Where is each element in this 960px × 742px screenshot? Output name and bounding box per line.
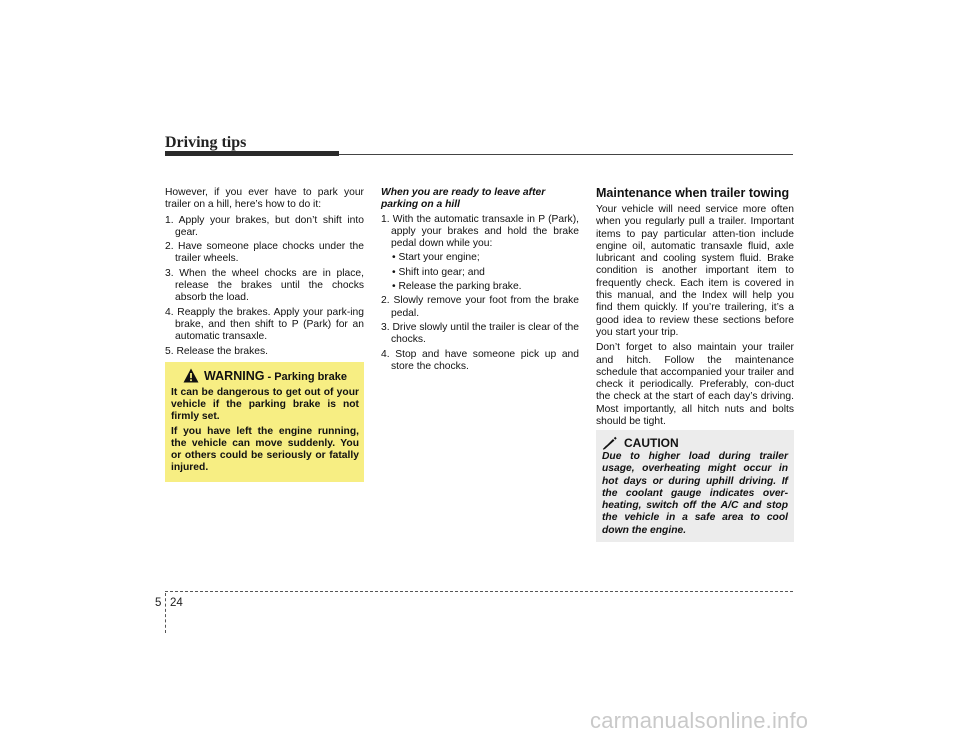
page-title: Driving tips [165, 134, 247, 151]
warning-title-row [171, 368, 359, 383]
caution-text: Due to higher load during trailer usage, overheating might occur in hot days or during uphill driving. If the coolant gauge indicates over-heating, switch off the A/C and stop the vehicle in a safe area to cool down the engine. [602, 451, 788, 536]
list-item: 3. Drive slowly until the trailer is clear of the chocks. [381, 321, 580, 346]
bullet-item: • Shift into gear; and [392, 266, 485, 278]
header-bar [165, 151, 339, 156]
column-2 [381, 187, 579, 375]
warning-icon [183, 368, 199, 383]
maintenance-heading: Maintenance when trailer towing [596, 186, 790, 200]
bullet-item: • Start your engine; [392, 252, 480, 264]
column-1 [165, 187, 364, 360]
hill-subheading: When you are ready to leave after parking on a hill [381, 187, 546, 211]
warning-subtitle: - Parking brake [267, 371, 347, 383]
footer-rule [165, 591, 793, 592]
list-item: 1. Apply your brakes, but don’t shift into gear. [165, 214, 364, 238]
warning-box [165, 362, 364, 482]
chapter-number: 5 [155, 597, 162, 609]
page-number: 24 [170, 597, 183, 609]
footer-vertical-rule [165, 593, 166, 633]
park-steps-list [165, 215, 364, 358]
caution-title: CAUTION [624, 436, 679, 450]
header-rule [339, 154, 793, 155]
caution-title-row [602, 436, 788, 450]
column-3 [596, 186, 794, 431]
list-item: 5. Release the brakes. [165, 345, 269, 357]
list-item: 1. With the automatic transaxle in P (Park), apply your brakes and hold the brake pedal down while you: [381, 213, 579, 250]
intro-paragraph: However, if you ever have to park your trailer on a hill, here’s how to do it: [165, 187, 364, 211]
maintenance-paragraph-2: Don’t forget to also maintain your trailer and hitch. Follow the maintenance schedule that accompanied your trailer and check it periodically. Preferably, con-duct the check at the start of each day’s driving. Most importantly, all hitch nuts and bolts should be tight. [596, 342, 794, 428]
pencil-icon [602, 436, 618, 450]
warning-text-1: It can be dangerous to get out of your vehicle if the parking brake is not firmly set. [171, 387, 359, 422]
list-item: 2. Have someone place chocks under the trailer wheels. [165, 241, 364, 265]
list-item: 3. When the wheel chocks are in place, release the brakes until the chocks absorb the load. [165, 267, 364, 304]
bullet-list [381, 252, 579, 293]
maintenance-paragraph-1: Your vehicle will need service more often when you regularly pull a trailer. Important items to pay particular atten-tion include engine oil, automatic transaxle fluid, axle lubricant and cooling system fluid. Brake condition is another important item to frequently check. Each item is covered in this manual, and the Index will help you find them quickly. If you’re trailering, it’s a good idea to review these sections before you start your trip. [596, 204, 794, 338]
caution-box [596, 430, 794, 542]
leave-steps-list [381, 214, 579, 251]
list-item: 4. Reapply the brakes. Apply your park-ing brake, and then shift to P (Park) for an automatic transaxle. [165, 306, 364, 343]
list-item: 2. Slowly remove your foot from the brake pedal. [381, 295, 579, 319]
list-item: 4. Stop and have someone pick up and store the chocks. [381, 348, 579, 372]
leave-steps-list-rest [381, 295, 579, 373]
warning-text-2: If you have left the engine running, the vehicle can move suddenly. You or others could be seriously or fatally injured. [171, 426, 359, 473]
bullet-item: • Release the parking brake. [392, 281, 522, 293]
watermark: carmanualsonline.info [590, 708, 809, 733]
warning-title: WARNING [204, 369, 265, 383]
